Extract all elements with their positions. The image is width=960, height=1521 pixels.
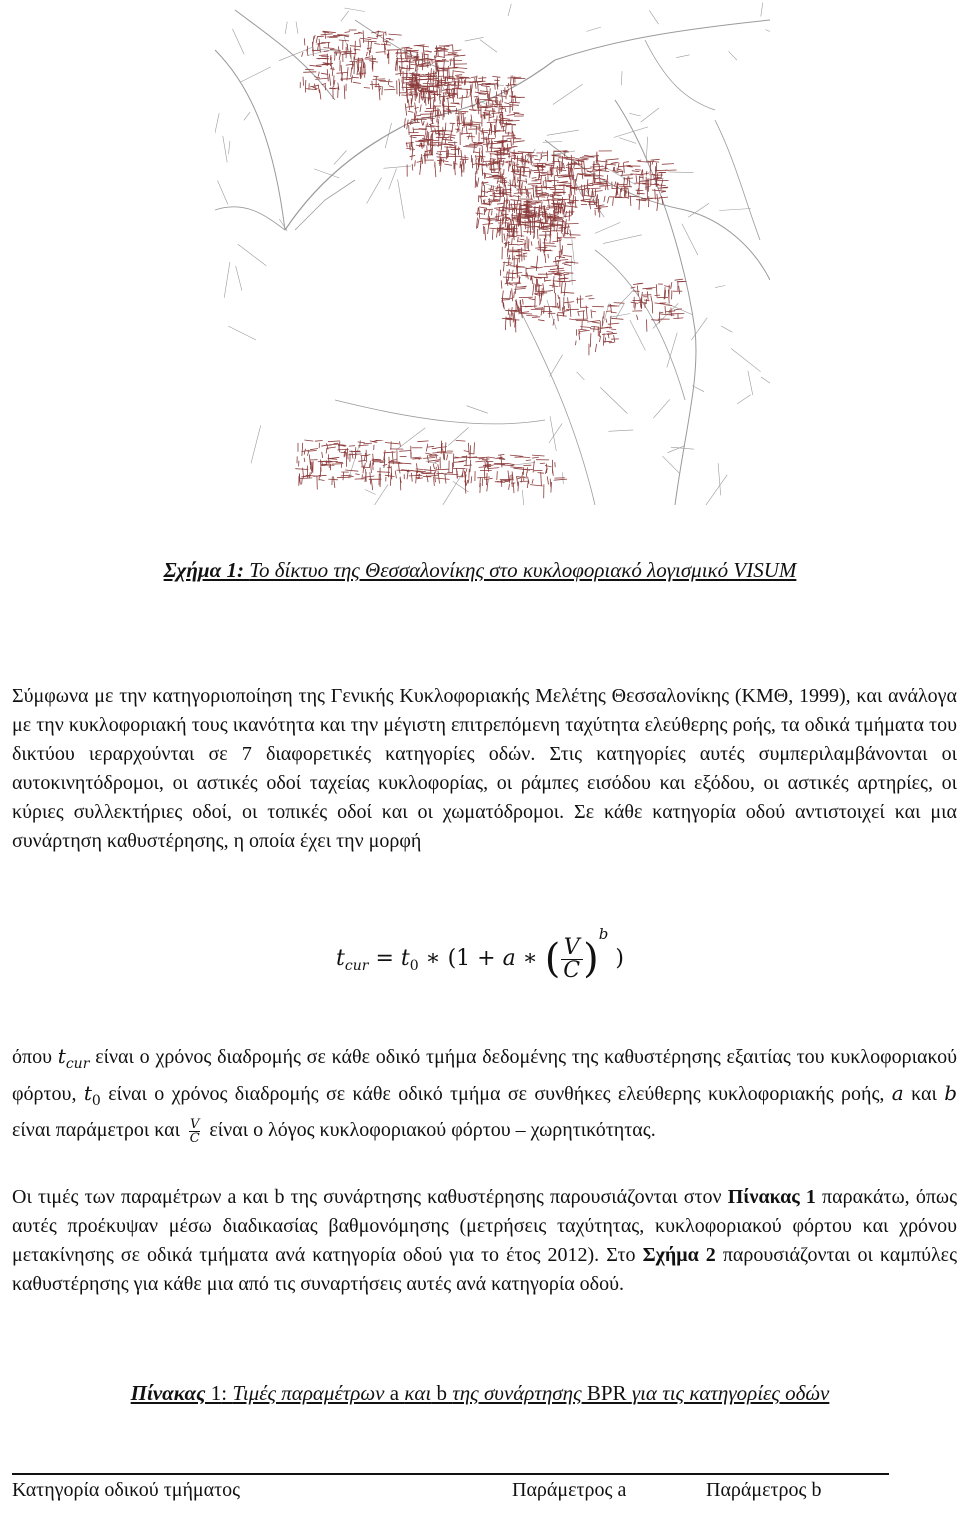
table-header-category: Κατηγορία οδικού τμήματος <box>12 1479 241 1501</box>
paragraph-formula-explanation: όπου $t_{cur}$ είναι ο χρόνος διαδρομής σε κάθε οδικό τμήμα δεδομένης της καθυστέρησης εξαιτίας του κυκλοφοριακού φόρτου, $t_0$ είναι ο χρόνος διαδρομής σε κάθε οδικό τμήμα σε συνθήκες ελεύθερης κυκλοφοριακής ροής, a και b είναι παράμετροι και $\frac{V}{C}$ είναι ο λόγος κυκλοφοριακού φόρτου – χωρητικότητας. <box>12 1044 958 1146</box>
table-header-param-a: Παράμετρος a <box>512 1479 627 1501</box>
thessaloniki-network-map <box>215 0 770 505</box>
figure-caption-text: Το δίκτυο της Θεσσαλονίκης στο κυκλοφοριακό λογισμικό VISUM <box>249 558 797 582</box>
figure-reference: Σχήμα 2 <box>642 1244 716 1266</box>
figure-caption <box>0 557 960 583</box>
v-over-c-inline: $\frac{V}{C}$ <box>189 1116 200 1146</box>
road-network-image <box>215 0 770 505</box>
bpr-formula: $t_{cur} = t_0$ ∗ (1 + a ∗ ( $\frac{V}{C}$ )$^b$ ) <box>336 925 624 983</box>
v-over-c-fraction: $\frac{V}{C}$ <box>560 937 583 982</box>
paragraph-road-categories: Σύμφωνα με την κατηγοριοποίηση της Γενικής Κυκλοφοριακής Μελέτης Θεσσαλονίκης (ΚΜΘ, 1999), και ανάλογα με την κυκλοφοριακή τους ικανότητα και την μέγιστη επιτρεπόμενη ταχύτητα ελεύθερης ροής, τα οδικά τμήματα του δικτύου ιεραρχούνται σε 7 διαφορετικές κατηγορίες οδών. Στις κατηγορίες αυτές συμπεριλαμβάνονται οι αυτοκινητόδρομοι, οι αστικές οδοί ταχείας κυκλοφορίας, οι ράμπες εισόδου και εξόδου, οι αστικές αρτηρίες, οι κύριες συλλεκτήριες οδοί, οι τοπικές οδοί και οι χωματόδρομοι. Σε κάθε κατηγορία οδού αντιστοιχεί και μια συνάρτηση καθυστέρησης, η οποία έχει την μορφή <box>12 685 957 852</box>
table-top-rule <box>12 1473 889 1475</box>
table-header-param-b: Παράμετρος b <box>706 1479 822 1501</box>
table-reference: Πίνακας 1 <box>727 1186 816 1208</box>
table-caption: Πίνακας 1: Τιμές παραμέτρων a και b της συνάρτησης BPR για τις κατηγορίες οδών <box>130 1381 830 1405</box>
paragraph-parameter-values: Οι τιμές των παραμέτρων a και b της συνάρτησης καθυστέρησης παρουσιάζονται στον Πίνακας 1 παρακάτω, όπως αυτές προέκυψαν μέσω διαδικασίας βαθμονόμησης (μετρήσεις ταχύτητας, κυκλοφοριακού φόρτου και χρόνου μετακίνησης σε οδικά τμήματα ανά κατηγορία οδού για το έτος 2012). Στο Σχήμα 2 παρουσιάζονται οι καμπύλες καθυστέρησης για κάθε μια από τις συναρτήσεις αυτές ανά κατηγορία οδού. <box>12 1186 957 1295</box>
figure-label: Σχήμα 1: <box>163 558 244 582</box>
